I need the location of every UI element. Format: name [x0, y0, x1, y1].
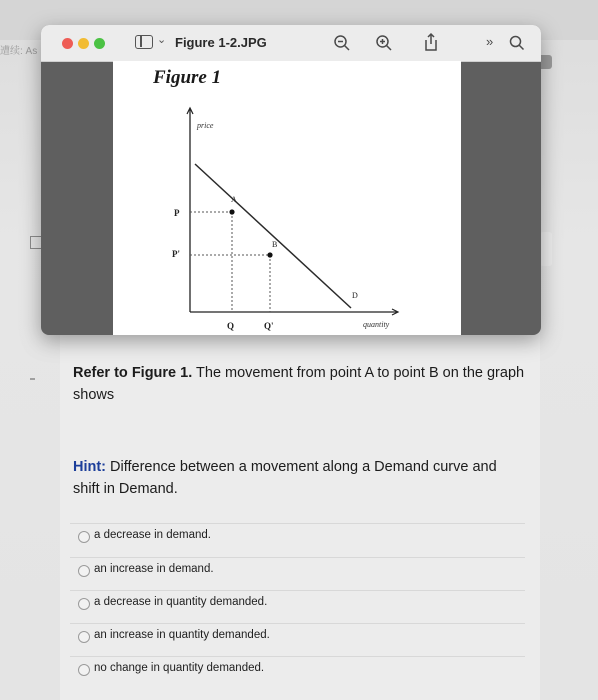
question-text	[73, 362, 533, 406]
radio-button[interactable]	[78, 631, 90, 643]
option-label: a decrease in quantity demanded.	[94, 596, 268, 608]
quantity-q-label: Q	[227, 321, 235, 331]
chevron-down-icon[interactable]: ⌄	[157, 34, 167, 46]
point-a	[229, 209, 234, 214]
background-tab	[540, 232, 552, 266]
option-increase-demand[interactable]	[70, 557, 525, 586]
option-decrease-quantity-demanded[interactable]	[70, 590, 525, 619]
y-axis-label: price	[197, 121, 214, 130]
search-icon[interactable]	[509, 35, 525, 51]
window-titlebar[interactable]	[41, 25, 541, 62]
radio-button[interactable]	[78, 598, 90, 610]
price-p-prime-label: P'	[172, 249, 180, 259]
point-b-label: B	[272, 240, 278, 249]
zoom-button[interactable]	[94, 38, 105, 49]
hint-text	[73, 456, 513, 500]
question-prefix: Refer to Figure 1.	[73, 365, 193, 381]
option-decrease-demand[interactable]	[70, 523, 525, 552]
zoom-in-icon[interactable]	[375, 34, 393, 52]
background-mark	[30, 378, 35, 380]
background-text-fragment: 遭续: As	[0, 46, 38, 57]
figure-image	[113, 61, 461, 335]
preview-window[interactable]	[41, 25, 541, 335]
demand-curve	[195, 164, 351, 308]
option-label: a decrease in demand.	[94, 529, 211, 541]
zoom-out-icon[interactable]	[333, 34, 351, 52]
option-no-change[interactable]	[70, 656, 525, 685]
hint-label: Hint:	[73, 459, 107, 475]
option-label: an increase in demand.	[94, 563, 214, 575]
x-axis-label: quantity	[363, 320, 390, 329]
quantity-q-prime-label: Q'	[264, 321, 274, 331]
share-icon[interactable]	[423, 32, 439, 52]
price-p-label: P	[174, 208, 180, 218]
radio-button[interactable]	[78, 664, 90, 676]
hint-body: Difference between a movement along a Demand curve and shift in Demand.	[73, 459, 497, 497]
window-title: Figure 1-2.JPG	[175, 35, 267, 50]
more-icon[interactable]: »	[486, 34, 494, 49]
demand-graph	[113, 61, 461, 335]
radio-button[interactable]	[78, 531, 90, 543]
option-label: an increase in quantity demanded.	[94, 629, 270, 641]
figure-title: Figure 1	[153, 67, 222, 88]
option-increase-quantity-demanded[interactable]	[70, 623, 525, 652]
radio-button[interactable]	[78, 565, 90, 577]
question-body: The movement from point A to point B on the graph shows	[73, 365, 525, 403]
sidebar-icon[interactable]	[135, 35, 153, 49]
curve-d-label: D	[352, 291, 358, 300]
minimize-button[interactable]	[78, 38, 89, 49]
point-b	[267, 252, 272, 257]
option-label: no change in quantity demanded.	[94, 662, 265, 674]
close-button[interactable]	[62, 38, 73, 49]
point-a-label: A	[231, 195, 237, 204]
